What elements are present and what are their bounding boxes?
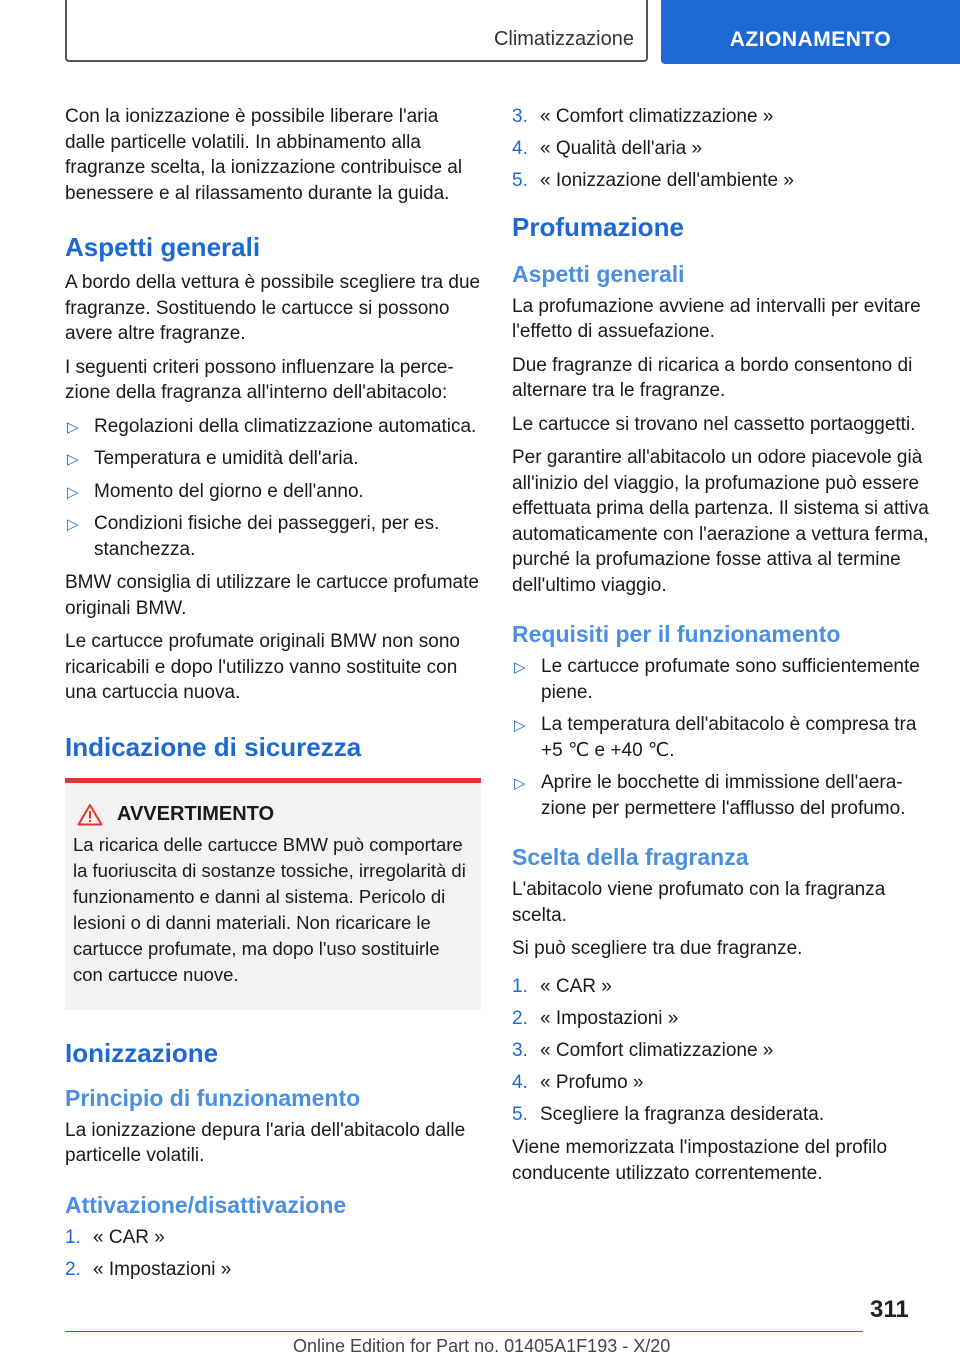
warning-triangle-icon — [77, 803, 103, 826]
paragraph: BMW consiglia di utilizzare le cartucce profumate originali BMW. — [65, 572, 479, 619]
heading-ionizzazione: Ionizzazione — [65, 1037, 219, 1068]
paragraph: Le cartucce profumate originali BMW non sono ricaricabili e dopo l'utilizzo vanno sostituite con una cartuccia nuova. — [65, 631, 460, 703]
fragrance-steps — [512, 974, 930, 1128]
section-tab — [65, 0, 648, 62]
activation-steps — [65, 1225, 481, 1283]
heading-requisiti: Requisiti per il funzionamento — [512, 621, 841, 647]
paragraph: Due fragranze di ricarica a bordo consentono di alternare tra le fragranze. — [512, 354, 913, 401]
requirements-list — [512, 654, 930, 821]
bullet-triangle-icon: ▷ — [514, 717, 526, 734]
paragraph: Si può scegliere tra due fragranze. — [512, 938, 803, 959]
heading-scelta: Scelta della fragranza — [512, 844, 749, 870]
bullet-triangle-icon: ▷ — [67, 516, 79, 533]
intro-paragraph: Con la ionizzazione è possibile liberare l'aria dalle particelle volatili. In abbinamento alla fragranze scelta, la ionizzazione contribuisce al benessere e al rilassamento durante la guida. — [65, 106, 463, 204]
paragraph: Per garantire all'abitacolo un odore piacevole già all'inizio del viaggio, la profumazione può essere effettuata prima della partenza. Il sistema si attiva automaticamente con l'aerazione a vettura ferma, purché la profumazione fosse attiva al termine dell'ultimo viaggio. — [512, 447, 929, 596]
step-item: 4. « Qualità dell'aria » — [512, 138, 703, 159]
step-item: 3. « Comfort climatizzazione » — [512, 106, 774, 127]
heading-principio: Principio di funzionamento — [65, 1084, 361, 1111]
heading-aspetti-generali: Aspetti generali — [65, 232, 261, 262]
paragraph: A bordo della vettura è possibile scegliere tra due fragranze. Sostituendo le cartucce si possono avere altre fragranze. — [65, 272, 481, 344]
warning-box — [65, 778, 481, 1010]
chapter-title: AZIONAMENTO — [729, 28, 892, 51]
list-item: ▷ Regolazioni della climatizzazione automatica. — [65, 414, 481, 440]
bullet-triangle-icon: ▷ — [514, 775, 526, 792]
paragraph: La profumazione avviene ad intervalli per evitare l'effetto di assuefazione. — [512, 295, 921, 342]
bullet-triangle-icon: ▷ — [514, 659, 526, 676]
heading-attivazione: Attivazione/disattivazione — [65, 1191, 347, 1218]
paragraph: Viene memorizzata l'impostazione del profilo conducente utilizzato correntemente. — [512, 1137, 888, 1184]
bullet-triangle-icon: ▷ — [67, 483, 79, 501]
step-item: 1. « CAR » — [65, 1226, 165, 1248]
list-item: ▷ Le cartucce profumate sono sufficientemente piene. — [514, 656, 920, 703]
footer-edition: Online Edition for Part no. 01405A1F193 - X/20 — [293, 1336, 671, 1356]
step-item: 5. « Ionizzazione dell'ambiente » — [512, 170, 794, 191]
list-item: ▷ La temperatura dell'abitacolo è compresa tra +5 ℃ e +40 ℃. — [514, 714, 917, 761]
step-item: 2. « Impostazioni » — [512, 1007, 679, 1029]
step-item: 2. « Impostazioni » — [65, 1258, 232, 1280]
heading-profumazione: Profumazione — [512, 211, 684, 242]
section-title: Climatizzazione — [493, 28, 634, 50]
footer-divider — [65, 1331, 863, 1332]
criteria-list — [65, 414, 481, 563]
page-number: 311 — [870, 1296, 909, 1323]
left-column — [65, 104, 481, 1290]
list-item: ▷ Condizioni fisiche dei passeggeri, per es. stanchezza. — [67, 513, 440, 560]
paragraph: I seguenti criteri possono influenzare la percezione della fragranza all'interno dell'abitacolo: — [65, 356, 454, 403]
paragraph: La ionizzazione depura l'aria dell'abitacolo dalle particelle volatili. — [65, 1119, 466, 1166]
paragraph: L'abitacolo viene profumato con la fragranza scelta. — [512, 879, 886, 926]
bullet-triangle-icon: ▷ — [67, 451, 79, 468]
heading-aspetti-generali: Aspetti generali — [512, 260, 685, 287]
bullet-triangle-icon: ▷ — [67, 418, 79, 436]
warning-title: AVVERTIMENTO — [117, 802, 275, 825]
list-item: ▷ Aprire le bocchette di immissione dell'aerazione per permettere l'afflusso del profumo. — [514, 772, 906, 819]
warning-text: La ricarica delle cartucce BMW può comportare la fuoriuscita di sostanze tossiche, irregolarità di funzionamento e danni al sistema. Pericolo di lesioni o di danni materiali. Non ricaricare le cartucce profumate, ma dopo l'uso sostituirle con cartucce nuove. — [73, 833, 466, 985]
step-item: 5. Scegliere la fragranza desiderata. — [512, 1103, 825, 1125]
step-item: 3. « Comfort climatizzazione » — [512, 1039, 774, 1061]
step-item: 4. « Profumo » — [512, 1071, 644, 1093]
activation-steps-continued — [512, 104, 930, 194]
list-item: ▷ Momento del giorno e dell'anno. — [65, 479, 481, 505]
chapter-tab — [661, 0, 960, 64]
list-item: ▷ Temperatura e umidità dell'aria. — [65, 446, 481, 472]
heading-indicazione-sicurezza: Indicazione di sicurezza — [65, 731, 362, 762]
step-item: 1. « CAR » — [512, 975, 612, 997]
paragraph: Le cartucce si trovano nel cassetto portaoggetti. — [512, 413, 916, 435]
right-column — [512, 104, 930, 1194]
